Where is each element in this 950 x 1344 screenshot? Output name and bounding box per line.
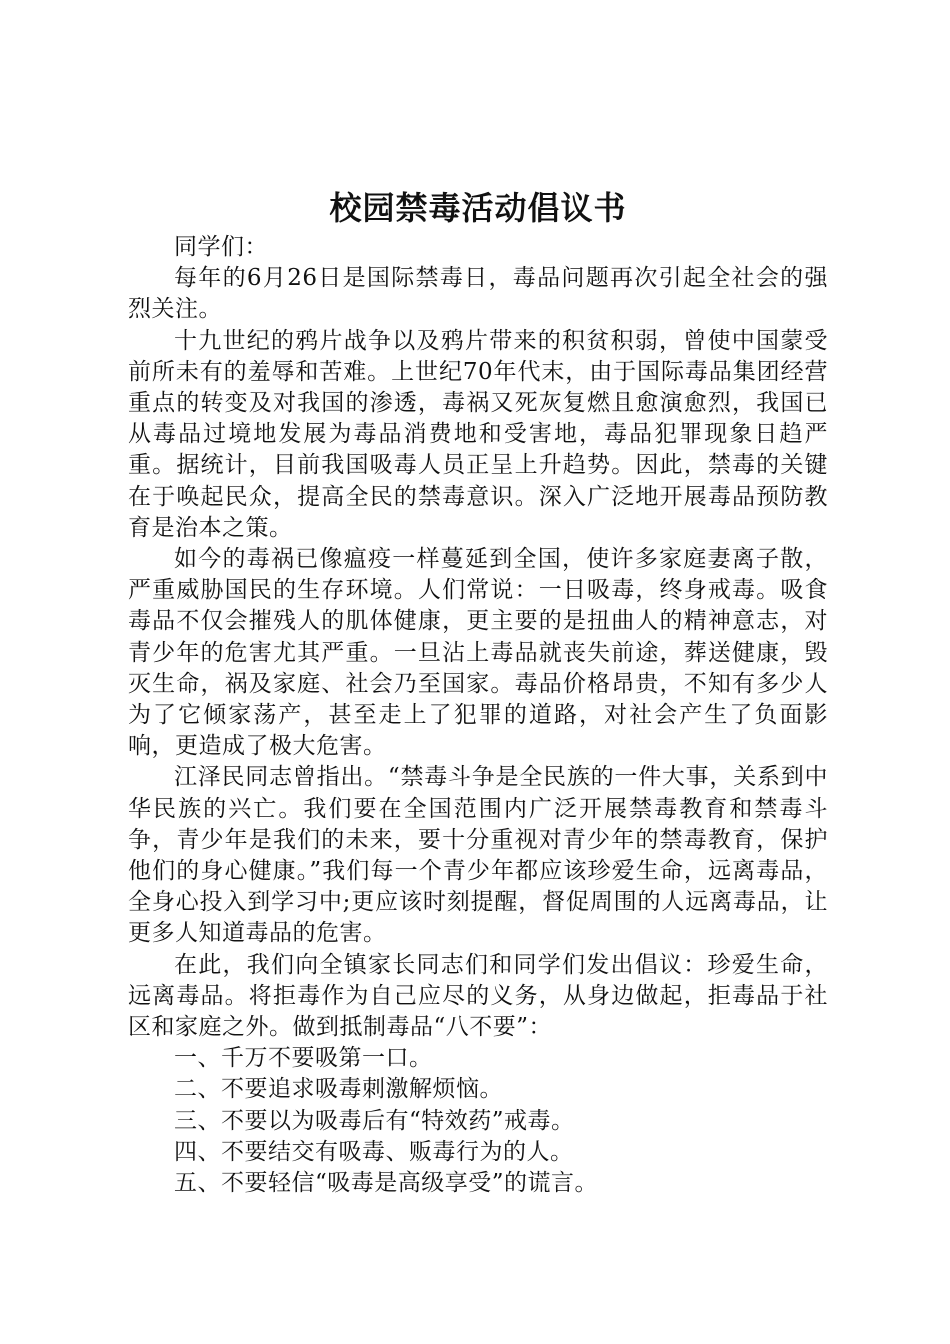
document-body xyxy=(128,232,828,1199)
paragraph-drug-day: 每年的6月26日是国际禁毒日，毒品问题再次引起全社会的强烈关注。 xyxy=(128,265,828,323)
list-item-1: 一、千万不要吸第一口。 xyxy=(174,1045,433,1072)
list-item-3: 三、不要以为吸毒后有“特效药”戒毒。 xyxy=(174,1107,575,1134)
paragraph-initiative: 在此，我们向全镇家长同志们和同学们发出倡议：珍爱生命，远离毒品。将拒毒作为自己应尽的义务，从身边做起，拒毒品于社区和家庭之外。做到抵制毒品“八不要”： xyxy=(128,951,828,1041)
paragraph-history: 十九世纪的鸦片战争以及鸦片带来的积贫积弱，曾使中国蒙受前所未有的羞辱和苦难。上世纪70年代末，由于国际毒品集团经营重点的转变及对我国的渗透，毒祸又死灰复燃且愈演愈烈，我国已从毒品过境地发展为毒品消费地和受害地，毒品犯罪现象日趋严重。据统计，目前我国吸毒人员正呈上升趋势。因此，禁毒的关键在于唤起民众，提高全民的禁毒意识。深入广泛地开展毒品预防教育是治本之策。 xyxy=(128,327,828,541)
document-title: 校园禁毒活动倡议书 xyxy=(329,189,627,227)
list-item-4: 四、不要结交有吸毒、贩毒行为的人。 xyxy=(174,1138,574,1165)
list-item-2: 二、不要追求吸毒刺激解烦恼。 xyxy=(174,1076,503,1103)
list-item-5: 五、不要轻信“吸毒是高级享受”的谎言。 xyxy=(174,1170,599,1197)
paragraph-quote: 江泽民同志曾指出。“禁毒斗争是全民族的一件大事，关系到中华民族的兴亡。我们要在全国范围内广泛开展禁毒教育和禁毒斗争，青少年是我们的未来，要十分重视对青少年的禁毒教育，保护他们的身心健康。”我们每一个青少年都应该珍爱生命，远离毒品，全身心投入到学习中;更应该时刻提醒，督促周围的人远离毒品，让更多人知道毒品的危害。 xyxy=(128,764,828,947)
paragraph-harm: 如今的毒祸已像瘟疫一样蔓延到全国，使许多家庭妻离子散，严重威胁国民的生存环境。人们常说：一日吸毒，终身戒毒。吸食毒品不仅会摧残人的肌体健康，更主要的是扭曲人的精神意志，对青少年的危害尤其严重。一旦沾上毒品就丧失前途，葬送健康，毁灭生命，祸及家庭、社会乃至国家。毒品价格昂贵，不知有多少人为了它倾家荡产，甚至走上了犯罪的道路，对社会产生了负面影响，更造成了极大危害。 xyxy=(128,546,828,760)
salutation: 同学们： xyxy=(174,234,268,260)
